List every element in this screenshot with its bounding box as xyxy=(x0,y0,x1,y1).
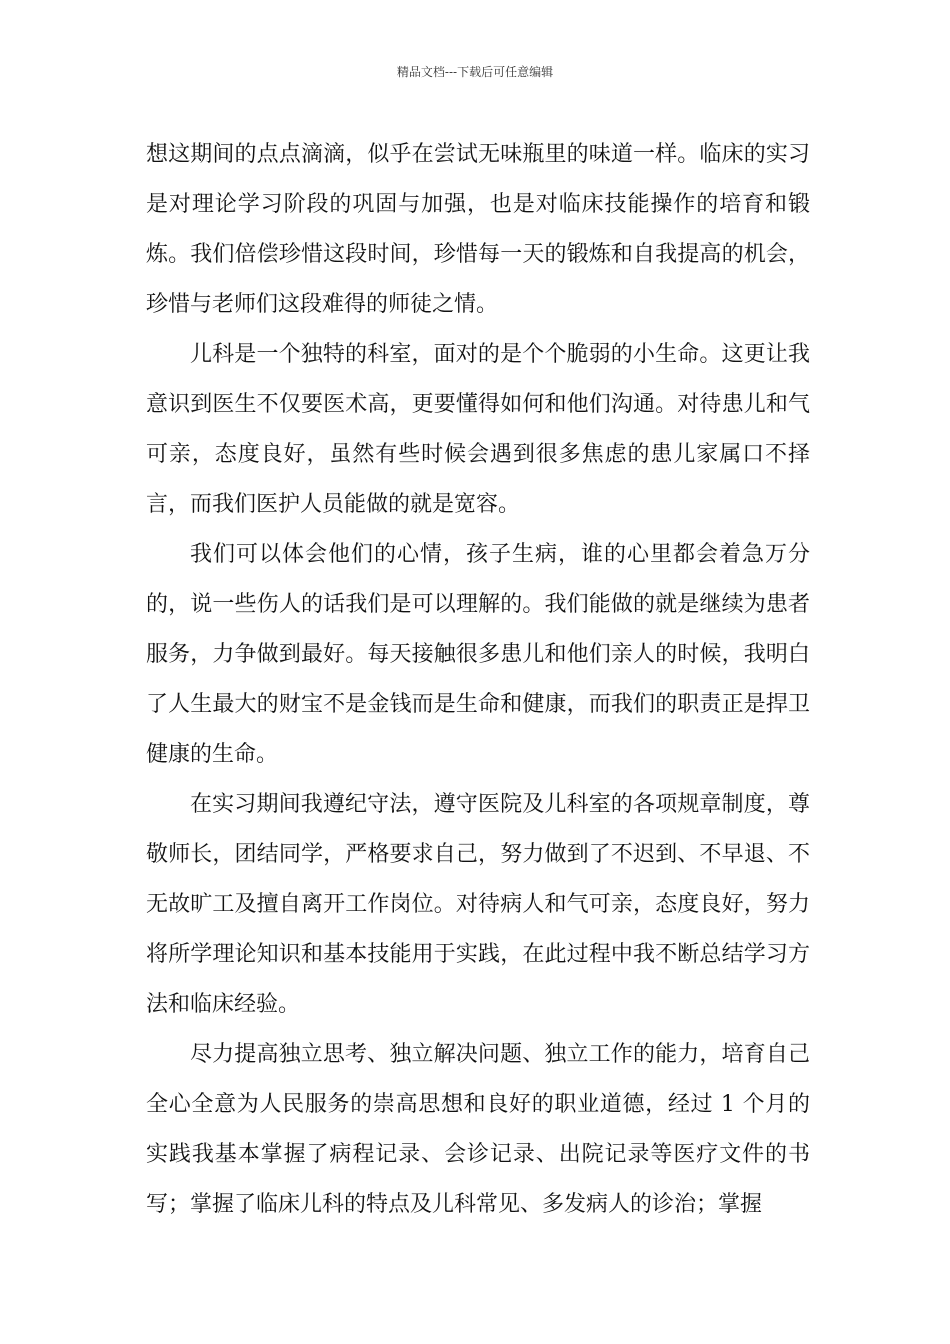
paragraph-understanding: 我们可以体会他们的心情，孩子生病，谁的心里都会着急万分的，说一些伤人的话我们是可以理解的。我们能做的就是继续为患者服务，力争做到最好。每天接触很多患儿和他们亲人的时候，我明白了人生最大的财宝不是金钱而是生命和健康，而我们的职责正是捍卫健康的生命。 xyxy=(146,542,810,767)
page-header: 精品文档---下载后可任意编辑 xyxy=(396,65,554,79)
document-body xyxy=(146,130,810,1230)
paragraph-continued: 想这期间的点点滴滴，似乎在尝试无味瓶里的味道一样。临床的实习是对理论学习阶段的巩固与加强，也是对临床技能操作的培育和锻炼。我们倍偿珍惜这段时间，珍惜每一天的锻炼和自我提高的机会，珍惜与老师们这段难得的师徒之情。 xyxy=(146,142,810,317)
paragraph-skills: 尽力提高独立思考、独立解决问题、独立工作的能力，培育自己全心全意为人民服务的崇高思想和良好的职业道德，经过 1 个月的实践我基本掌握了病程记录、会诊记录、出院记录等医疗文件的书写；掌握了临床儿科的特点及儿科常见、多发病人的诊治；掌握 xyxy=(146,1042,810,1217)
paragraph-discipline: 在实习期间我遵纪守法，遵守医院及儿科室的各项规章制度，尊敬师长，团结同学，严格要求自己，努力做到了不迟到、不早退、不无故旷工及擅自离开工作岗位。对待病人和气可亲，态度良好，努力将所学理论知识和基本技能用于实践，在此过程中我不断总结学习方法和临床经验。 xyxy=(146,792,810,1017)
paragraph-pediatrics: 儿科是一个独特的科室，面对的是个个脆弱的小生命。这更让我意识到医生不仅要医术高，更要懂得如何和他们沟通。对待患儿和气可亲，态度良好，虽然有些时候会遇到很多焦虑的患儿家属口不择言，而我们医护人员能做的就是宽容。 xyxy=(146,342,810,517)
